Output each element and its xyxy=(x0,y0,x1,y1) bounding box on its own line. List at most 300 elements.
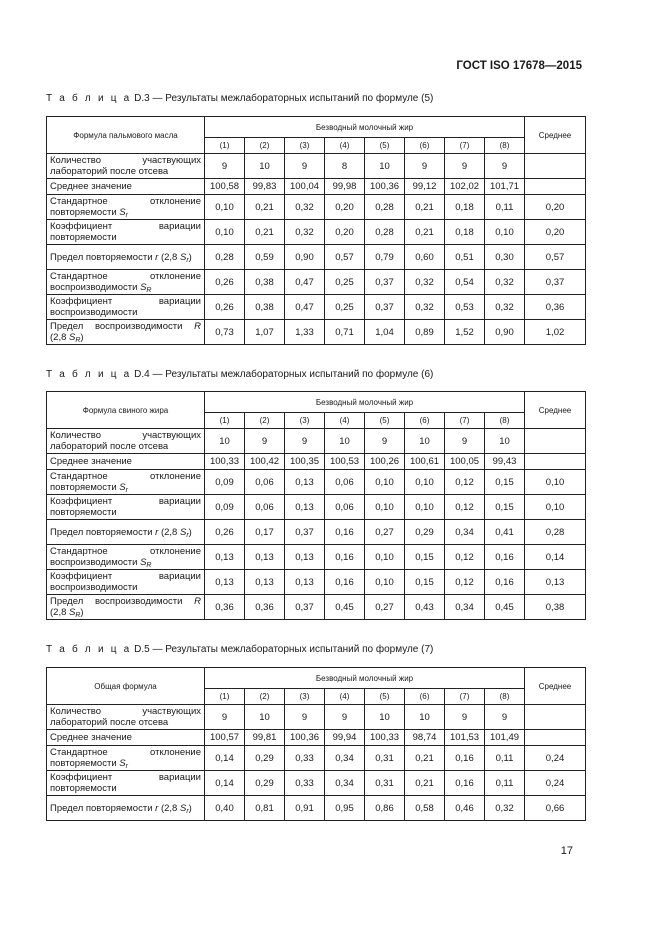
table-row xyxy=(47,320,586,345)
label-text: Коэффициент вариации воспроизводимости xyxy=(50,296,201,318)
label-text: Предел воспроизводимости xyxy=(50,596,195,607)
label-subscript: R xyxy=(75,612,81,619)
value-cell: 99,94 xyxy=(325,730,365,746)
value-cell: 0,13 xyxy=(285,495,325,520)
column-index: (4) xyxy=(325,413,365,429)
results-table-d4 xyxy=(46,391,586,620)
mean-cell: 0,28 xyxy=(525,520,586,545)
value-cell: 0,18 xyxy=(445,220,485,245)
column-index: (5) xyxy=(365,138,405,154)
value-cell: 9 xyxy=(485,705,525,730)
value-cell: 0,32 xyxy=(485,796,525,821)
value-cell: 100,42 xyxy=(245,454,285,470)
value-cell: 0,25 xyxy=(325,295,365,320)
mean-cell: 1,02 xyxy=(525,320,586,345)
header-row xyxy=(47,392,586,413)
value-cell: 9 xyxy=(285,705,325,730)
value-cell: 0,21 xyxy=(405,195,445,220)
label-subscript: R xyxy=(75,337,81,344)
value-cell: 0,51 xyxy=(445,245,485,270)
label-text: Предел повторяемости xyxy=(50,251,156,263)
value-cell: 0,58 xyxy=(405,796,445,821)
value-cell: 101,53 xyxy=(445,730,485,746)
value-cell: 0,11 xyxy=(485,195,525,220)
value-cell: 0,28 xyxy=(365,195,405,220)
value-cell: 0,60 xyxy=(405,245,445,270)
value-cell: 9 xyxy=(445,429,485,454)
label-symbol: S xyxy=(179,251,187,263)
label-symbol: S xyxy=(140,282,147,293)
label-subscript: R xyxy=(146,562,152,569)
value-cell: 0,45 xyxy=(325,595,365,620)
value-cell: 0,30 xyxy=(485,245,525,270)
value-cell: 0,81 xyxy=(245,796,285,821)
row-label xyxy=(47,470,205,495)
value-cell: 0,90 xyxy=(485,320,525,345)
value-cell: 10 xyxy=(365,705,405,730)
label-subscript: r xyxy=(186,807,189,815)
value-cell: 1,04 xyxy=(365,320,405,345)
column-index: (3) xyxy=(285,689,325,705)
table-caption xyxy=(46,644,433,655)
label-text: Стандартное отклонение повторяемости xyxy=(50,196,201,218)
label-symbol: r xyxy=(155,526,159,538)
caption-text: D.3 — Результаты межлабораторных испытаний по формуле (5) xyxy=(131,93,434,104)
value-cell: 100,05 xyxy=(445,454,485,470)
value-cell: 99,83 xyxy=(245,179,285,195)
value-cell: 0,86 xyxy=(365,796,405,821)
label-text: Количество участвующих лабораторий после отсева xyxy=(50,706,201,728)
value-cell: 0,15 xyxy=(405,545,445,570)
mean-header: Среднее xyxy=(525,117,586,154)
value-cell: 0,20 xyxy=(325,220,365,245)
value-cell: 1,33 xyxy=(285,320,325,345)
column-index: (1) xyxy=(205,138,245,154)
value-cell: 0,12 xyxy=(445,570,485,595)
column-index: (2) xyxy=(245,689,285,705)
value-cell: 0,06 xyxy=(245,470,285,495)
label-symbol: S xyxy=(179,802,187,814)
label-text: Стандартное отклонение воспроизводимости xyxy=(50,271,201,293)
column-index: (7) xyxy=(445,413,485,429)
value-cell: 9 xyxy=(485,154,525,179)
value-cell: 0,33 xyxy=(285,746,325,771)
value-cell: 0,34 xyxy=(325,746,365,771)
value-cell: 10 xyxy=(245,154,285,179)
value-cell: 0,10 xyxy=(365,570,405,595)
value-cell: 0,26 xyxy=(205,520,245,545)
value-cell: 0,17 xyxy=(245,520,285,545)
results-table-d3 xyxy=(46,116,586,345)
value-cell: 0,13 xyxy=(245,545,285,570)
label-close: ) xyxy=(188,251,192,263)
label-text: Коэффициент вариации повторяемости xyxy=(50,496,201,518)
header-row xyxy=(47,117,586,138)
value-cell: 100,61 xyxy=(405,454,445,470)
group-header: Безводный молочный жир xyxy=(205,392,525,413)
row-label xyxy=(47,595,205,620)
value-cell: 0,21 xyxy=(245,195,285,220)
row-label xyxy=(47,245,205,270)
column-index: (2) xyxy=(245,138,285,154)
label-symbol: R xyxy=(194,321,201,332)
row-label xyxy=(47,746,205,771)
value-cell: 9 xyxy=(405,154,445,179)
mean-cell: 0,37 xyxy=(525,270,586,295)
value-cell: 100,53 xyxy=(325,454,365,470)
value-cell: 0,31 xyxy=(365,746,405,771)
group-header: Безводный молочный жир xyxy=(205,117,525,138)
value-cell: 0,38 xyxy=(245,270,285,295)
label-text-after: (2,8 xyxy=(50,332,70,343)
value-cell: 0,28 xyxy=(365,220,405,245)
value-cell: 0,06 xyxy=(325,470,365,495)
value-cell: 0,10 xyxy=(205,195,245,220)
table-row xyxy=(47,470,586,495)
label-symbol: R xyxy=(194,596,201,607)
label-text-after: (2,8 xyxy=(158,251,180,263)
caption-text: D.4 — Результаты межлабораторных испытаний по формуле (6) xyxy=(131,369,434,380)
value-cell: 0,10 xyxy=(405,470,445,495)
value-cell: 99,81 xyxy=(245,730,285,746)
group-header: Безводный молочный жир xyxy=(205,668,525,689)
value-cell: 0,10 xyxy=(405,495,445,520)
value-cell: 0,10 xyxy=(365,470,405,495)
table-row xyxy=(47,705,586,730)
value-cell: 10 xyxy=(245,705,285,730)
caption-prefix: Т а б л и ц а xyxy=(46,93,132,104)
value-cell: 99,43 xyxy=(485,454,525,470)
value-cell: 0,25 xyxy=(325,270,365,295)
table-row xyxy=(47,220,586,245)
value-cell: 0,11 xyxy=(485,771,525,796)
value-cell: 10 xyxy=(205,429,245,454)
value-cell: 0,15 xyxy=(405,570,445,595)
value-cell: 0,45 xyxy=(485,595,525,620)
label-text: Коэффициент вариации воспроизводимости xyxy=(50,571,201,593)
column-index: (4) xyxy=(325,138,365,154)
row-label xyxy=(47,730,205,746)
label-text: Предел воспроизводимости xyxy=(50,321,195,332)
value-cell: 0,06 xyxy=(245,495,285,520)
table-row xyxy=(47,570,586,595)
mean-cell xyxy=(525,705,586,730)
value-cell: 10 xyxy=(325,429,365,454)
table-row xyxy=(47,270,586,295)
value-cell: 0,37 xyxy=(285,595,325,620)
value-cell: 1,07 xyxy=(245,320,285,345)
value-cell: 0,34 xyxy=(445,520,485,545)
value-cell: 0,32 xyxy=(485,295,525,320)
value-cell: 0,16 xyxy=(325,545,365,570)
value-cell: 99,98 xyxy=(325,179,365,195)
label-text: Стандартное отклонение повторяемости xyxy=(50,747,201,769)
mean-header: Среднее xyxy=(525,668,586,705)
value-cell: 0,57 xyxy=(325,245,365,270)
column-index: (6) xyxy=(405,138,445,154)
formula-header: Формула свиного жира xyxy=(47,392,205,429)
value-cell: 0,73 xyxy=(205,320,245,345)
row-label xyxy=(47,429,205,454)
value-cell: 0,89 xyxy=(405,320,445,345)
row-label xyxy=(47,270,205,295)
label-subscript: r xyxy=(125,212,128,219)
value-cell: 10 xyxy=(365,154,405,179)
value-cell: 0,16 xyxy=(445,771,485,796)
value-cell: 0,29 xyxy=(405,520,445,545)
value-cell: 0,32 xyxy=(485,270,525,295)
table-caption xyxy=(46,93,433,104)
mean-cell xyxy=(525,429,586,454)
page-number: 17 xyxy=(560,845,573,857)
value-cell: 0,15 xyxy=(485,495,525,520)
value-cell: 0,29 xyxy=(245,746,285,771)
table-row xyxy=(47,295,586,320)
mean-cell: 0,36 xyxy=(525,295,586,320)
value-cell: 10 xyxy=(405,705,445,730)
label-text: Предел повторяемости xyxy=(50,802,156,814)
value-cell: 0,14 xyxy=(205,771,245,796)
table-row xyxy=(47,595,586,620)
column-index: (8) xyxy=(485,689,525,705)
mean-cell: 0,10 xyxy=(525,495,586,520)
value-cell: 0,26 xyxy=(205,270,245,295)
value-cell: 102,02 xyxy=(445,179,485,195)
value-cell: 0,41 xyxy=(485,520,525,545)
table-row xyxy=(47,520,586,545)
value-cell: 0,13 xyxy=(205,570,245,595)
table-row xyxy=(47,796,586,821)
label-text: Количество участвующих лабораторий после отсева xyxy=(50,430,201,452)
label-text: Среднее значение xyxy=(50,181,132,192)
label-close: ) xyxy=(80,332,84,343)
value-cell: 0,37 xyxy=(365,295,405,320)
value-cell: 101,49 xyxy=(485,730,525,746)
table-row xyxy=(47,429,586,454)
value-cell: 100,36 xyxy=(365,179,405,195)
row-label xyxy=(47,495,205,520)
value-cell: 0,10 xyxy=(485,220,525,245)
value-cell: 0,32 xyxy=(405,270,445,295)
table-row xyxy=(47,454,586,470)
value-cell: 0,13 xyxy=(285,545,325,570)
value-cell: 0,16 xyxy=(485,545,525,570)
label-close: ) xyxy=(188,802,192,814)
value-cell: 0,29 xyxy=(245,771,285,796)
row-label xyxy=(47,705,205,730)
row-label xyxy=(47,154,205,179)
value-cell: 0,28 xyxy=(205,245,245,270)
label-text: Количество участвующих лабораторий после отсева xyxy=(50,155,201,177)
mean-cell: 0,24 xyxy=(525,771,586,796)
row-label xyxy=(47,220,205,245)
table-row xyxy=(47,154,586,179)
standard-number: ГОСТ ISO 17678—2015 xyxy=(456,60,582,72)
value-cell: 0,16 xyxy=(485,570,525,595)
value-cell: 0,32 xyxy=(405,295,445,320)
table-row xyxy=(47,495,586,520)
label-subscript: r xyxy=(125,487,128,494)
mean-cell: 0,20 xyxy=(525,195,586,220)
label-subscript: R xyxy=(146,287,152,294)
value-cell: 0,06 xyxy=(325,495,365,520)
value-cell: 0,21 xyxy=(405,220,445,245)
column-index: (1) xyxy=(205,413,245,429)
value-cell: 0,12 xyxy=(445,470,485,495)
value-cell: 10 xyxy=(485,429,525,454)
value-cell: 0,33 xyxy=(285,771,325,796)
label-symbol: S xyxy=(69,332,76,343)
mean-cell: 0,66 xyxy=(525,796,586,821)
column-index: (3) xyxy=(285,413,325,429)
value-cell: 0,36 xyxy=(205,595,245,620)
formula-header: Общая формула xyxy=(47,668,205,705)
value-cell: 0,38 xyxy=(245,295,285,320)
value-cell: 0,46 xyxy=(445,796,485,821)
value-cell: 100,26 xyxy=(365,454,405,470)
value-cell: 0,90 xyxy=(285,245,325,270)
mean-header: Среднее xyxy=(525,392,586,429)
value-cell: 0,36 xyxy=(245,595,285,620)
row-label xyxy=(47,320,205,345)
table-row xyxy=(47,245,586,270)
value-cell: 101,71 xyxy=(485,179,525,195)
value-cell: 10 xyxy=(405,429,445,454)
value-cell: 1,52 xyxy=(445,320,485,345)
column-index: (1) xyxy=(205,689,245,705)
table-row xyxy=(47,545,586,570)
table-caption xyxy=(46,369,433,380)
value-cell: 0,47 xyxy=(285,295,325,320)
label-text: Стандартное отклонение воспроизводимости xyxy=(50,546,201,568)
value-cell: 0,34 xyxy=(445,595,485,620)
row-label xyxy=(47,545,205,570)
label-symbol: S xyxy=(119,758,126,769)
label-subscript: r xyxy=(186,531,189,539)
value-cell: 0,09 xyxy=(205,470,245,495)
column-index: (2) xyxy=(245,413,285,429)
value-cell: 0,27 xyxy=(365,595,405,620)
mean-cell: 0,14 xyxy=(525,545,586,570)
label-text-after: (2,8 xyxy=(158,802,180,814)
value-cell: 0,12 xyxy=(445,545,485,570)
value-cell: 0,47 xyxy=(285,270,325,295)
column-index: (4) xyxy=(325,689,365,705)
column-index: (5) xyxy=(365,689,405,705)
label-symbol: S xyxy=(119,207,126,218)
column-index: (8) xyxy=(485,413,525,429)
value-cell: 0,59 xyxy=(245,245,285,270)
column-index: (6) xyxy=(405,413,445,429)
label-symbol: S xyxy=(179,526,187,538)
table-row xyxy=(47,771,586,796)
value-cell: 100,36 xyxy=(285,730,325,746)
value-cell: 9 xyxy=(205,705,245,730)
mean-cell: 0,24 xyxy=(525,746,586,771)
label-text: Коэффициент вариации повторяемости xyxy=(50,221,201,243)
value-cell: 0,91 xyxy=(285,796,325,821)
caption-prefix: Т а б л и ц а xyxy=(46,644,132,655)
mean-cell: 0,10 xyxy=(525,470,586,495)
mean-cell: 0,57 xyxy=(525,245,586,270)
value-cell: 0,21 xyxy=(245,220,285,245)
header-row xyxy=(47,668,586,689)
label-text-after: (2,8 xyxy=(50,607,70,618)
value-cell: 0,53 xyxy=(445,295,485,320)
value-cell: 9 xyxy=(325,705,365,730)
value-cell: 0,09 xyxy=(205,495,245,520)
value-cell: 0,14 xyxy=(205,746,245,771)
column-index: (3) xyxy=(285,138,325,154)
row-label xyxy=(47,520,205,545)
value-cell: 98,74 xyxy=(405,730,445,746)
value-cell: 0,20 xyxy=(325,195,365,220)
value-cell: 0,31 xyxy=(365,771,405,796)
value-cell: 0,43 xyxy=(405,595,445,620)
value-cell: 0,21 xyxy=(405,771,445,796)
value-cell: 0,13 xyxy=(245,570,285,595)
row-label xyxy=(47,570,205,595)
value-cell: 0,18 xyxy=(445,195,485,220)
mean-cell xyxy=(525,179,586,195)
caption-text: D.5 — Результаты межлабораторных испытаний по формуле (7) xyxy=(131,644,434,655)
label-subscript: r xyxy=(125,763,128,770)
value-cell: 9 xyxy=(445,154,485,179)
value-cell: 100,57 xyxy=(205,730,245,746)
value-cell: 100,04 xyxy=(285,179,325,195)
value-cell: 0,37 xyxy=(365,270,405,295)
label-close: ) xyxy=(80,607,84,618)
value-cell: 9 xyxy=(205,154,245,179)
value-cell: 0,95 xyxy=(325,796,365,821)
value-cell: 0,13 xyxy=(205,545,245,570)
mean-cell: 0,38 xyxy=(525,595,586,620)
value-cell: 0,10 xyxy=(365,545,405,570)
value-cell: 0,12 xyxy=(445,495,485,520)
table-row xyxy=(47,746,586,771)
value-cell: 100,33 xyxy=(205,454,245,470)
label-text: Предел повторяемости xyxy=(50,526,156,538)
mean-cell: 0,20 xyxy=(525,220,586,245)
label-close: ) xyxy=(188,526,192,538)
value-cell: 0,16 xyxy=(325,570,365,595)
mean-cell: 0,13 xyxy=(525,570,586,595)
label-text-after: (2,8 xyxy=(158,526,180,538)
value-cell: 100,35 xyxy=(285,454,325,470)
value-cell: 0,27 xyxy=(365,520,405,545)
value-cell: 0,16 xyxy=(445,746,485,771)
formula-header: Формула пальмового масла xyxy=(47,117,205,154)
label-symbol: r xyxy=(155,251,159,263)
row-label xyxy=(47,179,205,195)
value-cell: 99,12 xyxy=(405,179,445,195)
label-text: Среднее значение xyxy=(50,732,132,743)
column-index: (8) xyxy=(485,138,525,154)
value-cell: 0,26 xyxy=(205,295,245,320)
results-table-d5 xyxy=(46,667,586,821)
value-cell: 0,21 xyxy=(405,746,445,771)
row-label xyxy=(47,796,205,821)
value-cell: 100,58 xyxy=(205,179,245,195)
value-cell: 0,15 xyxy=(485,470,525,495)
value-cell: 100,33 xyxy=(365,730,405,746)
value-cell: 0,71 xyxy=(325,320,365,345)
column-index: (5) xyxy=(365,413,405,429)
value-cell: 0,10 xyxy=(365,495,405,520)
value-cell: 0,34 xyxy=(325,771,365,796)
label-symbol: S xyxy=(119,482,126,493)
column-index: (7) xyxy=(445,689,485,705)
